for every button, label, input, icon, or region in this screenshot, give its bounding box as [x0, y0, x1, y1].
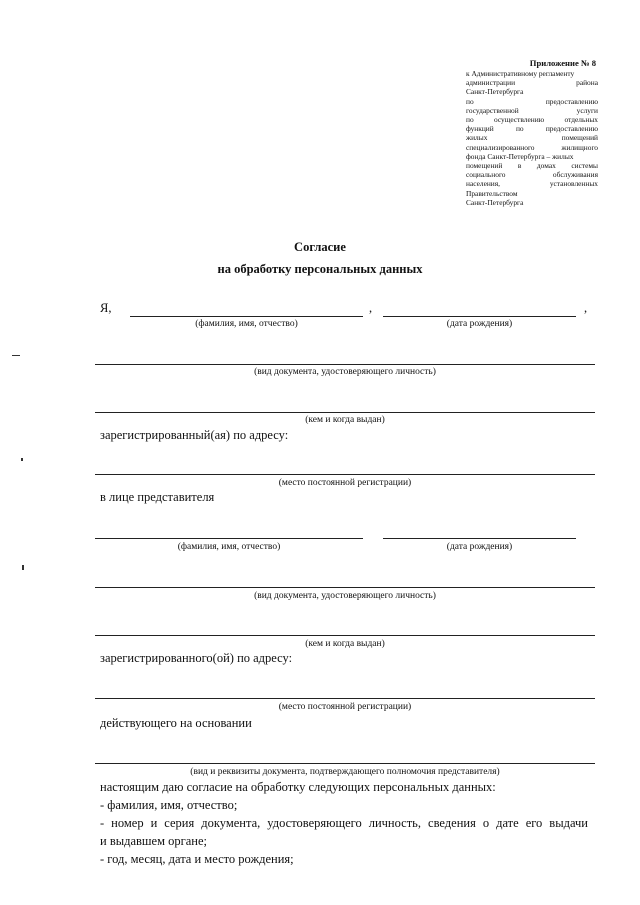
id-document-field[interactable]	[95, 364, 595, 365]
representative-label: в лице представителя	[100, 490, 215, 504]
appendix-word: к Административному регламенту	[466, 69, 575, 78]
appendix-word: фонда Санкт-Петербурга – жилых	[466, 151, 574, 161]
appendix-word: системы	[571, 161, 598, 171]
appendix-word: государственной	[466, 105, 519, 115]
appendix-word: Правительством	[466, 188, 518, 198]
appendix-line	[466, 189, 598, 198]
appendix-word: осуществлению	[493, 115, 545, 125]
caption-id-document: (вид документа, удостоверяющего личность)	[254, 367, 436, 377]
appendix-line	[466, 78, 598, 87]
registration-field[interactable]	[95, 474, 595, 475]
authority-document-field[interactable]	[95, 763, 595, 764]
caption-rep-registration: (место постоянной регистрации)	[278, 702, 412, 712]
appendix-line	[466, 152, 598, 161]
appendix-word: Санкт-Петербурга	[466, 87, 524, 97]
appendix-word: по	[466, 115, 474, 125]
rep-registered-label: зарегистрированного(ой) по адресу:	[100, 651, 293, 665]
caption-authority-document: (вид и реквизиты документа, подтверждающего полномочия представителя)	[190, 767, 500, 777]
appendix-title: Приложение № 8	[529, 58, 596, 68]
rep-fio-field[interactable]	[95, 538, 363, 539]
document-subtitle: на обработку персональных данных	[217, 262, 423, 276]
rep-issued-by-field[interactable]	[95, 635, 595, 636]
appendix-word: Санкт-Петербурга	[466, 197, 524, 207]
appendix-line	[466, 133, 598, 142]
appendix-word: помещений	[466, 161, 503, 171]
consent-intro: настоящим даю согласие на обработку следующих персональных данных:	[100, 780, 496, 794]
rep-dob-field[interactable]	[383, 538, 576, 539]
rep-registration-field[interactable]	[95, 698, 595, 699]
appendix-line	[466, 124, 598, 133]
appendix-line	[466, 161, 598, 170]
consent-item-document-cont: и выдавшем органе;	[100, 834, 208, 848]
appendix-word: домах	[536, 161, 556, 171]
rep-id-document-field[interactable]	[95, 587, 595, 588]
appendix-word: жилищного	[561, 142, 598, 152]
appendix-word: жилых	[466, 133, 488, 143]
appendix-lines	[466, 69, 598, 207]
appendix-word: населения,	[466, 179, 501, 189]
caption-rep-dob: (дата рождения)	[446, 542, 513, 552]
appendix-line	[466, 179, 598, 188]
consent-item-document: - номер и серия документа, удостоверяющего личность, сведения о дате его выдачи	[100, 816, 588, 830]
appendix-word: в	[517, 161, 522, 171]
appendix-word: предоставлению	[545, 124, 598, 134]
scan-mark	[12, 355, 20, 356]
issued-by-field[interactable]	[95, 412, 595, 413]
document-title: Согласие	[294, 240, 346, 254]
appendix-word: предоставлению	[545, 96, 598, 106]
appendix-word: услуги	[576, 105, 598, 115]
appendix-line	[466, 198, 598, 207]
appendix-word: функций	[466, 124, 494, 134]
caption-rep-id-document: (вид документа, удостоверяющего личность)	[254, 591, 436, 601]
comma-1: ,	[369, 301, 373, 315]
appendix-word: администрации	[466, 78, 516, 88]
fio-field[interactable]	[130, 316, 363, 317]
caption-issued-by: (кем и когда выдан)	[305, 415, 385, 425]
consent-item-fio: - фамилия, имя, отчество;	[100, 798, 238, 812]
appendix-word: помещений	[561, 133, 598, 143]
appendix-line	[466, 170, 598, 179]
appendix-line	[466, 115, 598, 124]
appendix-word: социального	[466, 170, 506, 180]
registered-label: зарегистрированный(ая) по адресу:	[100, 428, 289, 442]
appendix-word: обслуживания	[552, 170, 598, 180]
caption-registration: (место постоянной регистрации)	[278, 478, 412, 488]
scan-mark	[22, 565, 24, 570]
acting-basis-label: действующего на основании	[100, 716, 252, 730]
appendix-line	[466, 69, 598, 78]
appendix-word: по	[515, 124, 524, 134]
appendix-word: специализированного	[466, 142, 535, 152]
appendix-line	[466, 87, 598, 96]
caption-rep-issued-by: (кем и когда выдан)	[305, 639, 385, 649]
appendix-word: района	[576, 78, 598, 88]
appendix-word: установленных	[549, 179, 598, 189]
comma-2: ,	[584, 301, 588, 315]
caption-fio: (фамилия, имя, отчество)	[195, 319, 298, 329]
appendix-line	[466, 143, 598, 152]
i-label: Я,	[100, 301, 112, 315]
appendix-line	[466, 106, 598, 115]
appendix-line	[466, 97, 598, 106]
appendix-word: по	[466, 96, 474, 106]
caption-dob: (дата рождения)	[446, 319, 513, 329]
appendix-word: отдельных	[564, 115, 598, 125]
dob-field[interactable]	[383, 316, 576, 317]
appendix-header	[466, 58, 598, 207]
caption-rep-fio: (фамилия, имя, отчество)	[177, 542, 281, 552]
consent-item-birth: - год, месяц, дата и место рождения;	[100, 852, 294, 866]
scan-mark	[21, 458, 23, 461]
